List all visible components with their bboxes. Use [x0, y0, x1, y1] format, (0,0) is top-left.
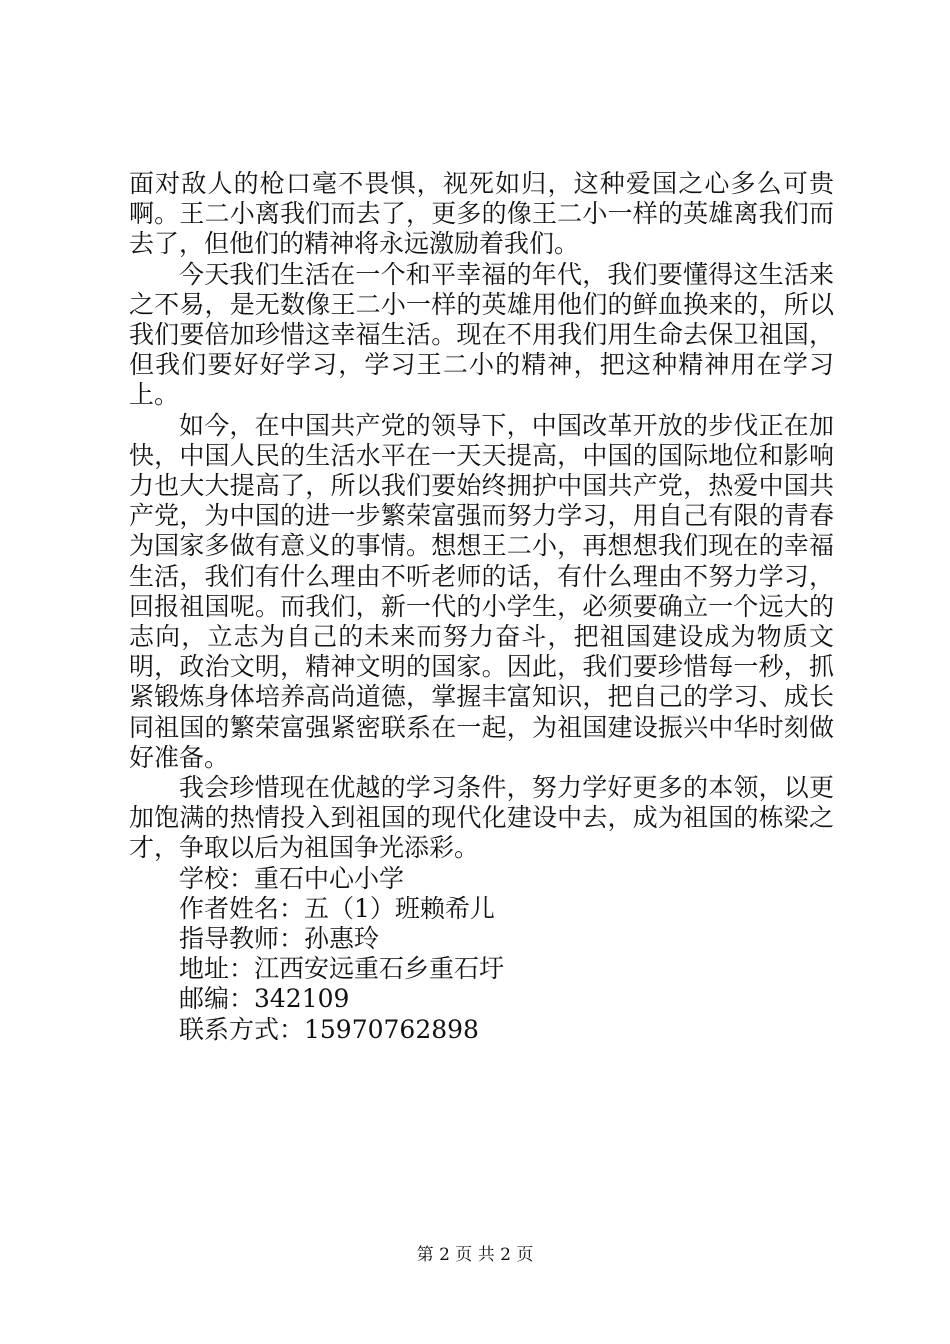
- postcode-line: 邮编：342109: [179, 984, 350, 1014]
- paragraph-2: 今天我们生活在一个和平幸福的年代，我们要懂得这生活来之不易，是无数像王二小一样的英雄用他们的鲜血换来的，所以我们要倍加珍惜这幸福生活。现在不用我们用生命去保卫祖国，但我们要好好学习，学习王二小的精神，把这种精神用在学习上。: [129, 259, 834, 410]
- page-footer: 第 2 页 共 2 页: [416, 1245, 534, 1265]
- teacher-line: 指导教师：孙惠玲: [179, 924, 380, 954]
- author-line: 作者姓名：五（1）班赖希儿: [179, 893, 495, 923]
- address-line: 地址：江西安远重石乡重石圩: [179, 954, 505, 984]
- paragraph-3: 如今，在中国共产党的领导下，中国改革开放的步伐正在加快，中国人民的生活水平在一天天提高，中国的国际地位和影响力也大大提高了，所以我们要始终拥护中国共产党，热爱中国共产党，为中国的进一步繁荣富强而努力学习，用自己有限的青春为国家多做有意义的事情。想想王二小，再想想我们现在的幸福生活，我们有什么理由不听老师的话，有什么理由不努力学习，回报祖国呢。而我们，新一代的小学生，必须要确立一个远大的志向，立志为自己的未来而努力奋斗，把祖国建设成为物质文明，政治文明，精神文明的国家。因此，我们要珍惜每一秒，抓紧锻炼身体培养高尚道德，掌握丰富知识，把自己的学习、成长同祖国的繁荣富强紧密联系在一起，为祖国建设振兴中华时刻做好准备。: [129, 410, 834, 772]
- paragraph-1: 面对敌人的枪口毫不畏惧，视死如归，这种爱国之心多么可贵啊。王二小离我们而去了，更多的像王二小一样的英雄离我们而去了，但他们的精神将永远激励着我们。: [129, 169, 834, 259]
- school-line: 学校：重石中心小学: [179, 863, 405, 893]
- document-body: [129, 169, 834, 1045]
- contact-line: 联系方式：15970762898: [179, 1014, 479, 1044]
- paragraph-4: 我会珍惜现在优越的学习条件，努力学好更多的本领，以更加饱满的热情投入到祖国的现代化建设中去，成为祖国的栋梁之才，争取以后为祖国争光添彩。: [129, 773, 834, 863]
